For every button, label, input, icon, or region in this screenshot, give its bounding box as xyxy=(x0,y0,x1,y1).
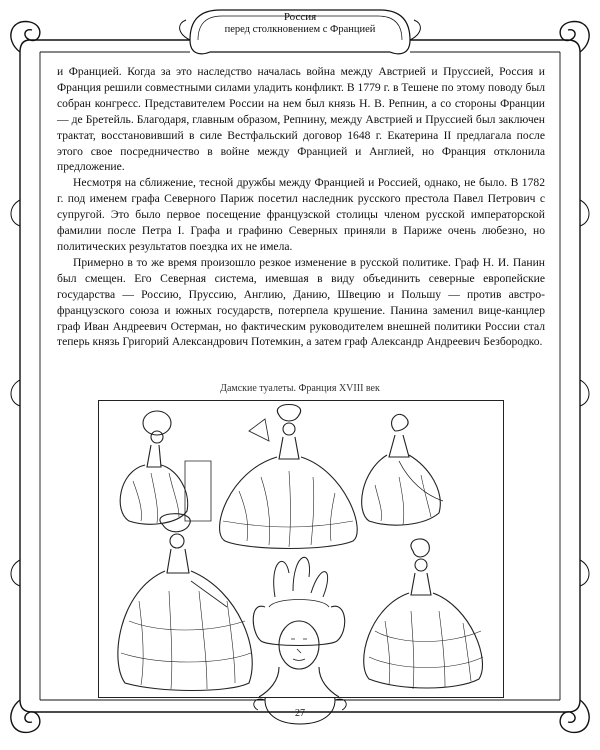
lady-figure-5 xyxy=(364,539,483,689)
lady-figure-1 xyxy=(120,411,211,524)
running-header-line2: перед столкновением с Францией xyxy=(224,24,376,35)
page-number: 27 xyxy=(295,708,305,719)
body-text xyxy=(57,64,545,350)
fashion-engraving-illustration xyxy=(98,400,504,698)
running-header-line1: Россия xyxy=(283,11,317,23)
paragraph: Примерно в то же время произошло резкое изменение в русской политике. Граф Н. И. Панин был смещен. Его Северная система, имевшая в виду объединить северные европейские государства — Россию, Пруссию, Англию, Данию, Швецию и Польшу — против австро-французского союза и южных государств, потерпела крушение. Панина заменил вице-канцлер граф Иван Андреевич Остерман, но фактическим руководителем внешней политики России стал теперь князь Григорий Александрович Потемкин, а затем граф Александр Андреевич Безбородко. xyxy=(57,255,545,349)
engraving-drawing xyxy=(99,401,503,697)
lady-figure-3 xyxy=(362,414,443,525)
paragraph: и Францией. Когда за это наследство началась война между Австрией и Пруссией, Россия и Франция решили совместными силами уладить конфликт. В 1779 г. в Тешене по этому поводу был собран конгресс. Представителем России на нем был князь Н. В. Репнин, а со стороны Франции — де Бретейль. Благодаря, главным образом, Репнину, между Австрией и Пруссией был заключен трактат, восстановивший в силе Вестфальский договор 1648 г. Екатерина II предлагала после этого свое посредничество в войне между Францией и Англией, но Франция отклонила предложение. xyxy=(57,65,545,174)
figure-caption: Дамские туалеты. Франция XVIII век xyxy=(220,383,380,394)
paragraph: Несмотря на сближение, тесной дружбы между Францией и Россией, однако, не было. В 1782 г. под именем графа Северного Париж посетил наследник русского престола Павел Петрович с супругой. Это было первое посещение французской столицы членом русской императорской фамилии после Петра I. Графа и графиню Северных приняли в Париже очень любезно, но политических результатов поездка их не имела. xyxy=(57,176,545,253)
lady-figure-4 xyxy=(118,514,252,691)
lady-figure-2 xyxy=(220,405,358,549)
lady-portrait xyxy=(253,557,344,697)
running-header xyxy=(200,4,400,54)
